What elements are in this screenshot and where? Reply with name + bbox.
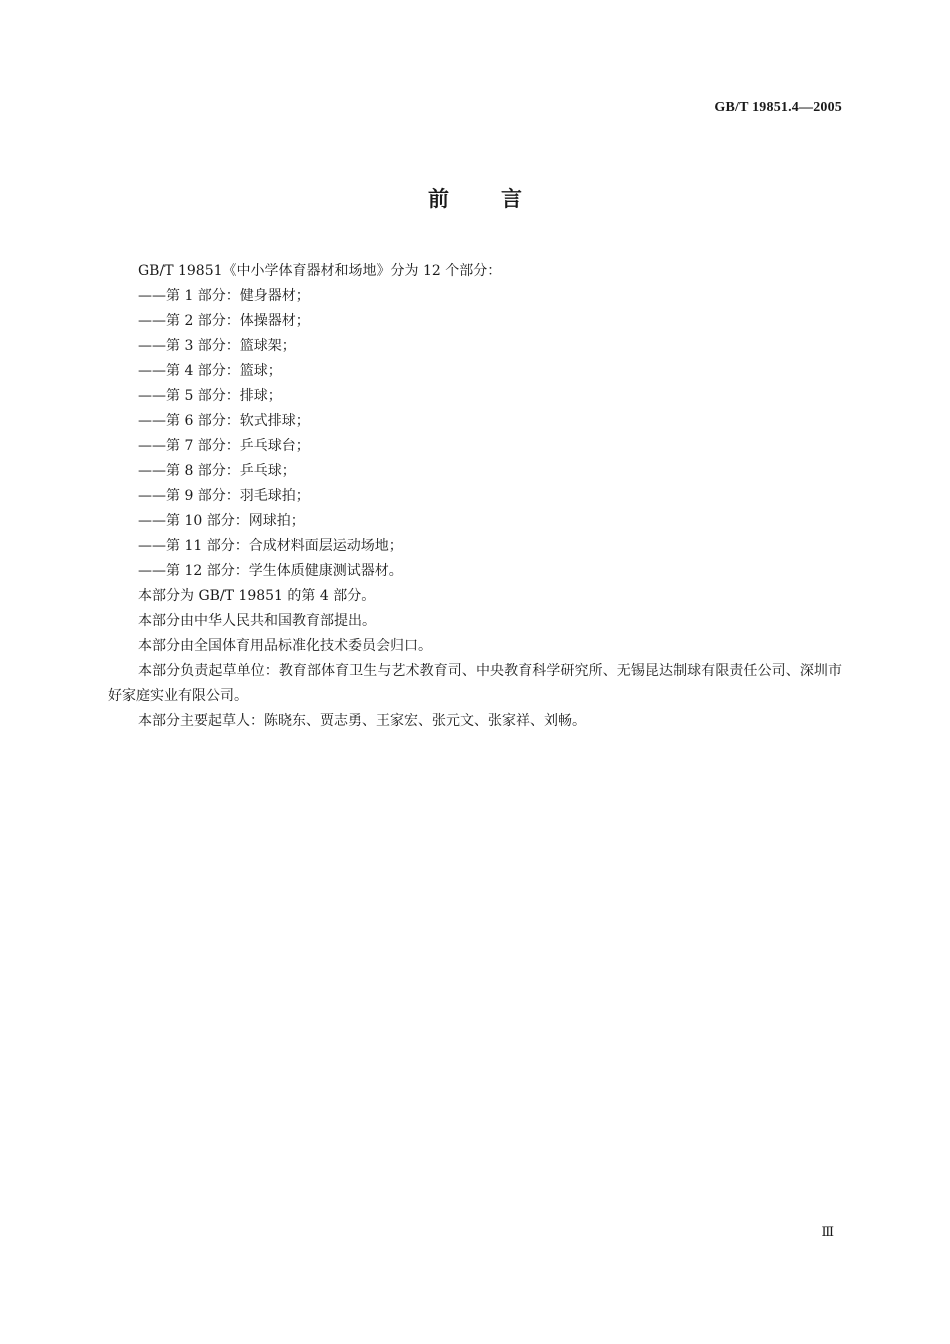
list-item: ——第 10 部分：网球拍； <box>138 513 305 529</box>
page-number: Ⅲ <box>821 1224 834 1239</box>
list-item: ——第 8 部分：乒乓球； <box>138 463 296 479</box>
list-item: ——第 11 部分：合成材料面层运动场地； <box>138 538 403 554</box>
part-number-statement: 本部分为 GB/T 19851 的第 4 部分。 <box>138 588 376 604</box>
intro-paragraph: GB/T 19851《中小学体育器材和场地》分为 12 个部分： <box>138 263 502 279</box>
list-item: ——第 1 部分：健身器材； <box>138 288 310 304</box>
list-item: ——第 2 部分：体操器材； <box>138 313 310 329</box>
list-item: ——第 7 部分：乒乓球台； <box>138 438 310 454</box>
proposer-statement: 本部分由中华人民共和国教育部提出。 <box>138 613 376 629</box>
committee-statement: 本部分由全国体育用品标准化技术委员会归口。 <box>138 638 432 654</box>
parts-list <box>108 284 842 584</box>
standard-code: GB/T 19851.4—2005 <box>714 100 842 115</box>
list-item: ——第 4 部分：篮球； <box>138 363 282 379</box>
drafters-statement: 本部分主要起草人：陈晓东、贾志勇、王家宏、张元文、张家祥、刘畅。 <box>138 713 586 729</box>
list-item: ——第 5 部分：排球； <box>138 388 282 404</box>
list-item: ——第 9 部分：羽毛球拍； <box>138 488 310 504</box>
list-item: ——第 3 部分：篮球架； <box>138 338 296 354</box>
drafting-units-statement: 本部分负责起草单位：教育部体育卫生与艺术教育司、中央教育科学研究所、无锡昆达制球有限责任公司、深圳市好家庭实业有限公司。 <box>108 663 842 704</box>
list-item: ——第 12 部分：学生体质健康测试器材。 <box>138 563 403 579</box>
list-item: ——第 6 部分：软式排球； <box>138 413 310 429</box>
page-title: 前言 <box>428 187 574 211</box>
foreword-body <box>108 259 842 734</box>
